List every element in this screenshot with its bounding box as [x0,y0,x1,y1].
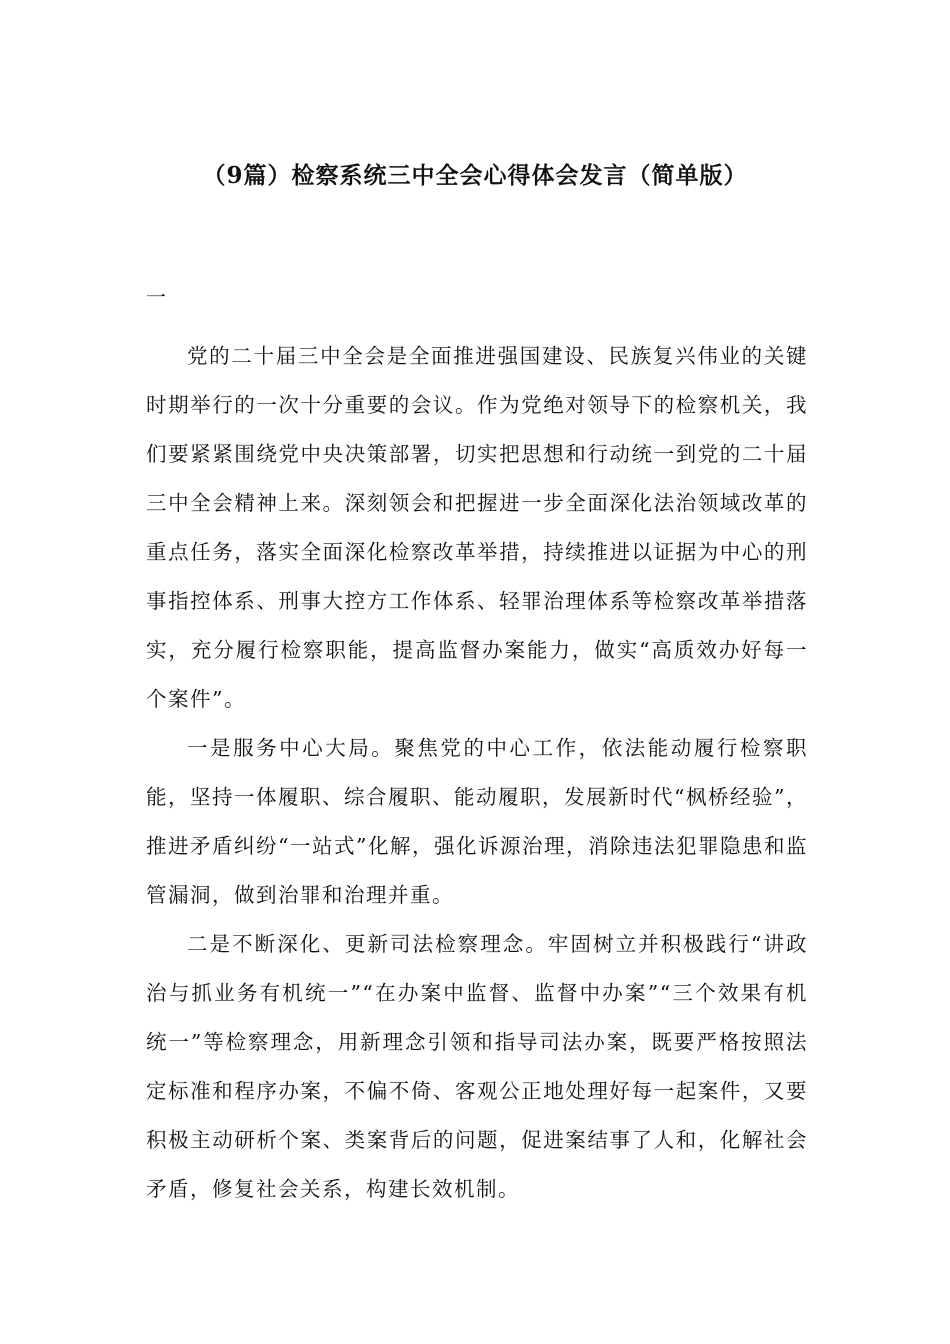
document-body [146,332,808,1214]
paragraph-point-one: 一是服务中心大局。聚焦党的中心工作，依法能动履行检察职能，坚持一体履职、综合履职、能动履职，发展新时代“枫桥经验”，推进矛盾纠纷“一站式”化解，强化诉源治理，消除违法犯罪隐患和监管漏洞，做到治罪和治理并重。 [146,736,808,907]
document-title: （9篇）检察系统三中全会心得体会发言（简单版） [202,162,748,189]
section-number: 一 [146,285,166,309]
paragraph-point-two: 二是不断深化、更新司法检察理念。牢固树立并积极践行“讲政治与抓业务有机统一”“在办案中监督、监督中办案”“三个效果有机统一”等检察理念，用新理念引领和指导司法办案，既要严格按照法定标准和程序办案，不偏不倚、客观公正地处理好每一起案件，又要积极主动研析个案、类案背后的问题，促进案结事了人和，化解社会矛盾，修复社会关系，构建长效机制。 [146,932,808,1201]
paragraph-intro: 党的二十届三中全会是全面推进强国建设、民族复兴伟业的关键时期举行的一次十分重要的会议。作为党绝对领导下的检察机关，我们要紧紧围绕党中央决策部署，切实把思想和行动统一到党的二十届三中全会精神上来。深刻领会和把握进一步全面深化法治领域改革的重点任务，落实全面深化检察改革举措，持续推进以证据为中心的刑事指控体系、刑事大控方工作体系、轻罪治理体系等检察改革举措落实，充分履行检察职能，提高监督办案能力，做实“高质效办好每一个案件”。 [146,344,808,711]
